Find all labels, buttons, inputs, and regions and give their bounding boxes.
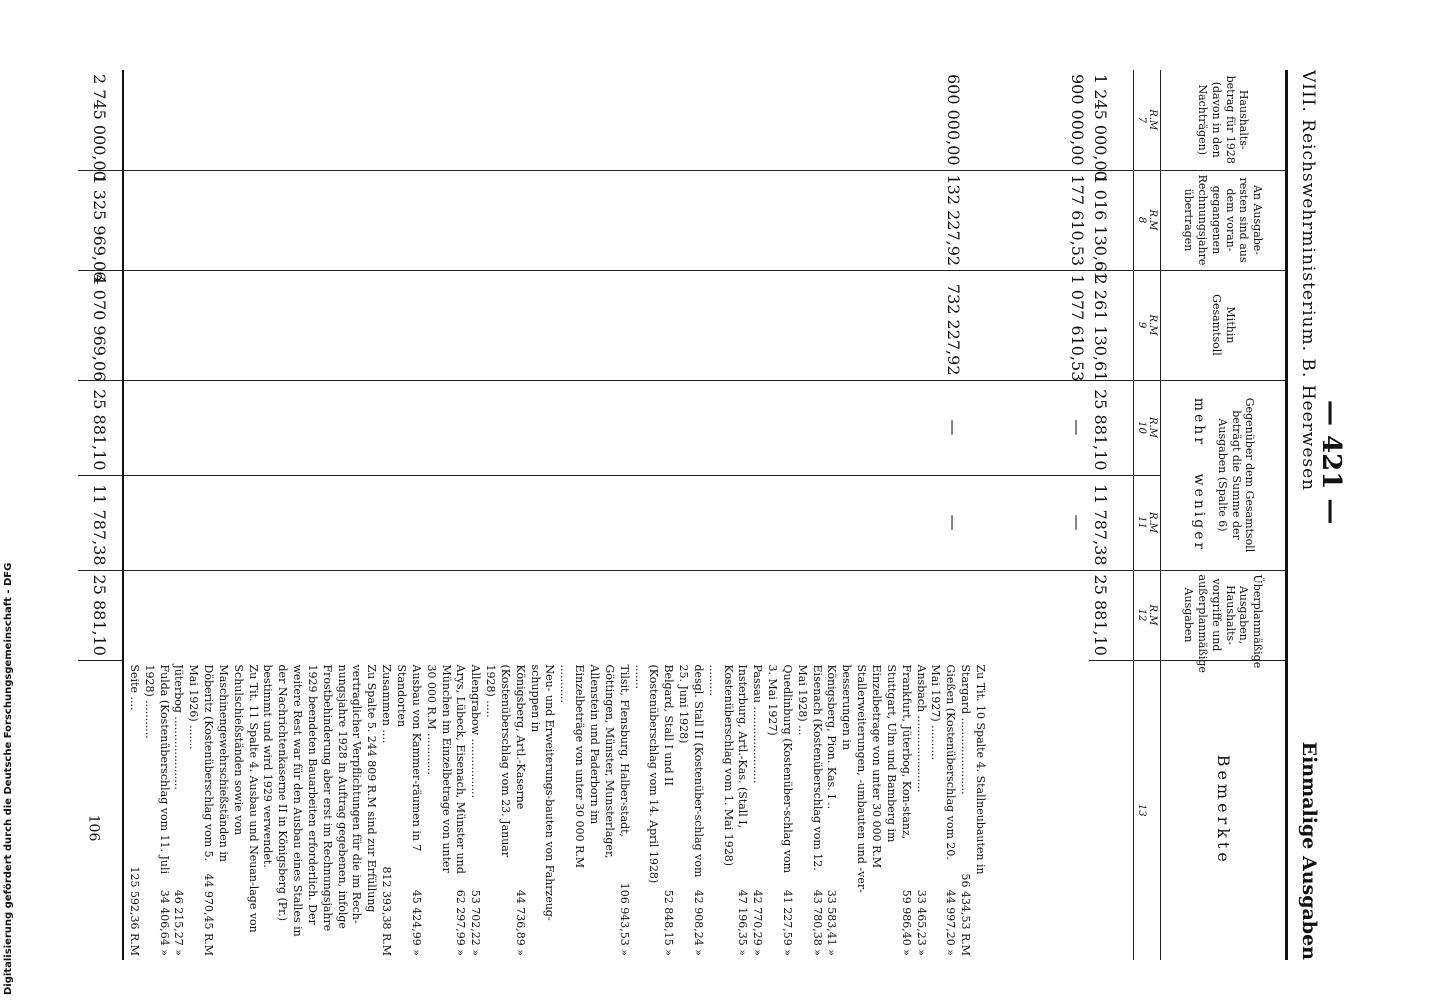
remark-line: Eisenach (Kostenüberschlag vom 12. Mai 1928) ... 43 780,38 » xyxy=(795,664,824,957)
page-title: Einmalige Ausgaben xyxy=(1298,741,1320,960)
remark-line: Neu- und Erweiterungs-bauten von Fahrzeug-schuppen in xyxy=(528,664,557,921)
col-header-13: Bemerkte xyxy=(1161,660,1287,960)
remark-line: desgl. Stall II (Kostenüber-schlag vom 25. Juni 1928) 42 908,24 » xyxy=(677,664,705,957)
units-row: R.M 7 R.M 8 R.M 9 R.M 10 R.M 11 R.M 12 13 xyxy=(1134,70,1161,960)
remark-line: Zu Tit. 11 Spalte 4. Ausbau und Neuan-lage von Schulschießständen sowie von Maschinengewehrschießständen in xyxy=(216,664,260,933)
remark-line: Belgard, Stall I und II (Kostenüberschlag vom 14. April 1928) ....... 52 848,15 » xyxy=(632,664,676,957)
remark-line: Gießen (Kostenüberschlag vom 20. Mai 1927) .......... 44 997,20 » xyxy=(929,664,958,957)
rotated-sheet xyxy=(70,70,1360,960)
remark-line: Zu Spalte 5. 244 809 R.M sind zur Erfüllung vertraglicher Verpflichtungen für die im Rech-nungsjahre 1928 in Auftrag gegebenen, infolge Frostbehinderung aber erst im Rechnungsjahre 1929 beendeten Bauarbeiten erforderlich. Der weitere Rest war für den Ausbau eines Stalles in der Nachrichtenkaserne II in Königsberg (Pr.) bestimmt und wird 1929 verwendet. xyxy=(261,664,379,937)
col-header-12: Überplanmäßige Ausgaben, Haushalts-vorgriffe und außerplanmäßige Ausgaben xyxy=(1161,570,1287,660)
remark-line: Arys, Lübeck, Eisenach, Münster und München im Einzelbetrage von unter 30 000 R.M ............ 62 297,99 » xyxy=(424,664,468,957)
remark-line: Allengrabow ................. 53 702,22 » xyxy=(469,664,483,957)
remark-line: Königsberg, Pion. Kas. I .. 33 583,41 » xyxy=(825,664,839,957)
remark-line: Quedlinburg (Kostenüber-schlag vom 3. Mai 1927) 41 227,59 » xyxy=(766,664,794,957)
remark-line: Stallerweiterungen, -umbauten und -ver-besserungen in xyxy=(840,664,869,893)
table-row: 900 000,00 177 610,53 1 077 610,53 — — xyxy=(965,70,1089,960)
page-number: — 421 — xyxy=(1316,400,1346,525)
remark-line: Jüterbog ..................... 46 215,27 » xyxy=(172,664,186,957)
leaf-number: 106 xyxy=(85,814,102,842)
page-header xyxy=(1290,70,1360,960)
remark-line: Ansbach ...................... 33 465,23 » xyxy=(914,664,928,957)
col-header-10-11 xyxy=(1161,380,1287,570)
remark-line: Insterburg, Artl.-Kas. (Stall I, Kostenüberschlag vom 1. Mai 1928) ......... 47 196,35 » xyxy=(706,664,750,957)
col-header-8: An Ausgabe-resten sind aus dem voran-gegangenen Rechnungsjahre übertragen xyxy=(1161,170,1287,270)
remark-line: Frankfurt, Jüterbog, Kon-stanz, Stuttgart, Ulm und Bamberg im Einzelbetrage von unter 30 000 R.M 59 986,40 » xyxy=(870,664,913,957)
totals-row: 2 745 000,00 1 325 969,06 4 070 969,06 25 881,10 11 787,38 25 881,10 xyxy=(78,70,123,960)
col-header-7: Haushalts-betrag für 1928 (davon in den Nachträgen) xyxy=(1161,70,1287,170)
group-header: Gegenüber dem Gesamtsoll beträgt die Summe der Ausgaben (Spalte 6) xyxy=(1215,397,1257,553)
table-row: 1 245 000,00 1 016 130,61 2 261 130,61 25 881,10 11 787,38 25 881,10 Zu Tit. 10 Spalte 4. Stallneubauten in Stargard ...................... 56 434,53 R.M Gießen (Kostenüberschlag vom 20. Mai 1927) .......... 44 997,20 » Ansbach ...................... 33 465,23 » Frankfurt, Jüterbog, Kon-stanz, Stuttgart, Ulm und Bamberg im Einzelbetrage von unter 30 000 R.M 59 986,40 » Stallerweiterungen, -umbauten und -ver-besserungen in Königsberg, Pion. Kas. I .. 33 583,41 » Eisenach (Kostenüberschlag vom 12. Mai 1928) ... 43 780,38 » Quedlinburg (Kostenüber-schlag vom 3. Mai 1927) 41 227,59 » Passau ...................... 42 770,29 » Insterburg, Artl.-Kas. (Stall I, Kostenüberschlag vom 1. Mai 1928) ......... 47 196,35 » desgl. Stall II (Kostenüber-schlag vom 25. Juni 1928) 42 908,24 » Belgard, Stall I und II (Kostenüberschlag vom 14. April 1928) ....... 52 848,15 » Tilsit, Flensburg, Halber-stadt, Göttingen, Münster, Munsterlager, Allenstein und Paderborn im Einzelbeträge von unter 30 000 R.M ........... 106 943,53 » Neu- und Erweiterungs-bauten von Fahrzeug-schuppen in Königsberg, Artl.-Kaserne (Kostenüberschlag vom 23. Januar 1928) ..... 44 736,89 » Allengrabow ................. 53 702,22 » Arys, Lübeck, Eisenach, Münster und München im Einzelbetrage von unter 30 000 R.M ............ 62 297,99 » Ausbau von Kammer-räumen in 7 Standorten 45 424,99 » Zusammen .... 812 393,38 R.M Zu Spalte 5. 244 809 R.M sind zur Erfüllung vertraglicher Verpflichtungen für die im Rech-nungsjahre 1928 in Auftrag gegebenen, infolge Frostbehinderung aber erst im Rechnungsjahre 1929 beendeten Bauarbeiten erforderlich. Der weitere Rest war für den Ausbau eines Stalles in der Nachrichtenkaserne II in Königsberg (Pr.) bestimmt und wird 1929 verwendet. Zu Tit. 11 Spalte 4. Ausbau und Neuan-lage von Schulschießständen sowie von Maschinengewehrschießständen in Döberitz (Kostenüberschlag vom 5. Mai 1926) ....... 44 970,45 R.M Jüterbog ..................... 46 215,27 » Fulda (Kostenüberschlag vom 11. Juli 1928) ........... 34 406,64 » Seite .... 125 592,36 R.M xyxy=(1089,70,1134,960)
section-title: VIII. Reichswehrministerium. B. Heerwesen xyxy=(1298,70,1318,492)
remark-line: Stargard ...................... 56 434,53 R.M xyxy=(959,664,973,957)
remark-line: Ausbau von Kammer-räumen in 7 Standorten 45 424,99 » xyxy=(395,664,423,957)
budget-table xyxy=(78,70,1288,960)
remarks-column xyxy=(123,660,1134,960)
remark-line: Königsberg, Artl.-Kaserne (Kostenüberschlag vom 23. Januar 1928) ..... 44 736,89 » xyxy=(484,664,527,957)
remark-line: Passau ...................... 42 770,29 » xyxy=(751,664,765,957)
remark-line: Fulda (Kostenüberschlag vom 11. Juli 1928) ........... 34 406,64 » xyxy=(142,664,171,957)
digitization-footer: Digitalisierung gefördert durch die Deutsche Forschungsgemeinschaft - DFG xyxy=(3,562,14,995)
col-header-9: Mithin Gesamtsoll xyxy=(1161,270,1287,380)
remark-line: Zu Tit. 10 Spalte 4. Stallneubauten in xyxy=(973,664,987,875)
remark-line: Döberitz (Kostenüberschlag vom 5. Mai 1926) ....... 44 970,45 R.M xyxy=(187,664,216,957)
table-row: 600 000,00 132 227,92 732 227,92 — — xyxy=(881,70,965,960)
remark-line: Zusammen .... 812 393,38 R.M xyxy=(380,664,394,957)
sub-header-mehr: mehr xyxy=(1191,397,1208,448)
remark-line: Seite .... 125 592,36 R.M xyxy=(127,664,141,957)
remark-line: Tilsit, Flensburg, Halber-stadt, Göttingen, Münster, Munsterlager, Allenstein und Paderborn im Einzelbeträge von unter 30 000 R.M ........... 106 943,53 » xyxy=(558,664,631,957)
sub-header-weniger: weniger xyxy=(1191,473,1208,553)
